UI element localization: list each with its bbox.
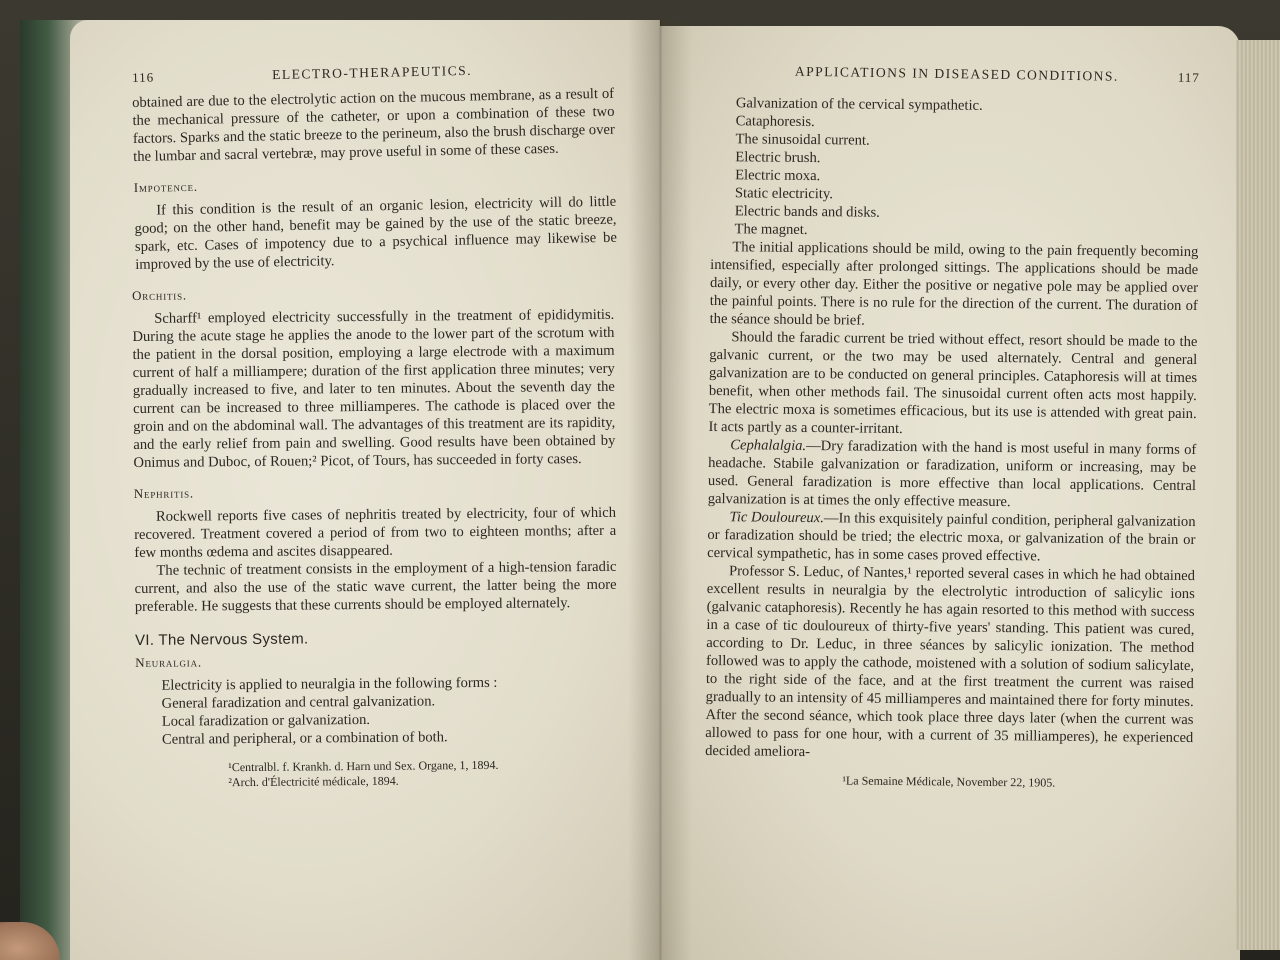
list-item: Galvanization of the cervical sympathetic. [735, 95, 983, 114]
orchitis-heading: Orchitis. [132, 287, 187, 303]
nephritis-text-1: Rockwell reports five cases of nephritis treated by electricity, four of which recovered. Treatment covered a period of from two to eighteen months; after a few months œdema and ascites disappeared. [134, 504, 617, 561]
left-page-number: 116 [132, 69, 155, 85]
neuralgia-line: General faradization and central galvanization. [161, 693, 436, 712]
list-item: The sinusoidal current. [735, 131, 870, 149]
orchitis-text: Scharff¹ employed electricity successfully in the treatment of epididymitis. During the acute stage he applies the anode to the lower part of the scrotum with the patient in the dorsal position, employing a large electrode with a maximum current of half a milliampere; duration of the first application three minutes; very gradually increased to five, and later to ten minutes. About the seventh day the current can be increased to three milliamperes. The cathode is placed over the groin and on the abdominal wall. The advantages of this treatment are its rapidity, and the early relief from pain and swelling. Good results have been obtained by Onimus and Duboc, of Rouen;² Picot, of Tours, has succeeded in forty cases. [132, 306, 616, 471]
right-running-head: APPLICATIONS IN DISEASED CONDITIONS. [794, 63, 1119, 84]
right-paragraph-1: The initial applications should be mild, owing to the pain frequently becoming intensified, especially after prolonged sittings. The applications should be made daily, or every other day. Either the positive or negative pole may be applied over the painful points. There is no rule for the direction of the current. The duration of the séance should be brief. [709, 239, 1199, 329]
list-item: The magnet. [734, 221, 808, 239]
nephritis-text-2: The technic of treatment consists in the employment of a high-tension faradic current, and also the use of the static wave current, the latter being the more preferable. He suggests that these currents should be employed alternately. [134, 558, 617, 615]
list-item: Electric moxa. [735, 167, 821, 185]
tic-paragraph [707, 508, 1196, 567]
cephalalgia-paragraph [708, 436, 1197, 513]
right-page [660, 26, 1240, 960]
neuralgia-line: Central and peripheral, or a combination of both. [161, 729, 448, 748]
list-item: Electric brush. [735, 149, 821, 167]
leduc-paragraph: Professor S. Leduc, of Nantes,¹ reported several cases in which he had obtained excellent results in neuralgia by the electrolytic introduction of salicylic ions (galvanic cataphoresis). Recently he has again resorted to this method with success in a case of tic douloureux of thirty-five years' standing. This patient was cured, according to Dr. Leduc, in three séances by salicylic ionization. The method followed was to apply the cathode, moistened with a solution of sodium salicylate, to the right side of the face, and at the first treatment the current was raised gradually to an intensity of 45 milliamperes and maintained there for forty minutes. After the second séance, which took place three days later (when the current was allowed to pass for one hour, with a current of 35 milliamperes), he experienced decided ameliora- [705, 563, 1196, 761]
cephalalgia-text: —Dry faradization with the hand is most useful in many forms of headache. Stabile galvanization or faradization, uniform or increasing, may be used. General faradization is more effective than local applications. Central galvanization is at times the only effective measure. [707, 438, 1197, 511]
left-page-header [132, 60, 614, 86]
right-page-header [712, 62, 1200, 86]
section-title: VI. The Nervous System. [135, 630, 309, 649]
impotence-text: If this condition is the result of an organic lesion, electricity will do little good; on the other hand, benefit may be gained by the use of the static breeze, spark, etc. Cases of impotency due to a psychical influence may likewise be improved by the use of electricity. [134, 193, 618, 273]
neuralgia-heading: Neuralgia. [135, 654, 202, 670]
neuralgia-line: Electricity is applied to neuralgia in the following forms : [161, 674, 498, 694]
left-page [70, 20, 660, 960]
right-paragraph-2: Should the faradic current be tried without effect, resort should be made to the galvanic current, or the two may be used alternately. Central and general galvanization are to be conducted on general principles. Cataphoresis will at times benefit, when other methods fail. The sinusoidal current often acts most happily. The electric moxa is sometimes efficacious, but its use is attended with great pain. It acts partly as a counter-irritant. [708, 329, 1198, 438]
footnote: ²Arch. d'Électricité médicale, 1894. [228, 773, 399, 790]
list-item: Cataphoresis. [735, 113, 815, 131]
left-running-head: ELECTRO-THERAPEUTICS. [272, 62, 473, 83]
methods-list [710, 94, 1199, 243]
tic-text: —In this exquisitely painful condition, peripheral galvanization or faradization should be tried; the electric moxa, or galvanization of the brain or cervical sympathetic, has in some cases proved effective. [707, 510, 1196, 565]
left-footnotes [136, 757, 618, 791]
right-page-number: 117 [1177, 69, 1200, 85]
neuralgia-line: Local faradization or galvanization. [161, 711, 371, 730]
footnote: ¹Centralbl. f. Krankh. d. Harn und Sex. Organe, 1, 1894. [228, 757, 499, 775]
neuralgia-list [135, 673, 618, 749]
list-item: Electric bands and disks. [734, 203, 880, 221]
right-footnote: ¹La Semaine Médicale, November 22, 1905. [842, 773, 1056, 790]
left-opening-paragraph: obtained are due to the electrolytic action on the mucous membrane, as a result of the mechanical pressure of the catheter, or upon a combination of these two factors. Sparks and the static breeze to the perineum, also the brush discharge over the lumbar and sacral vertebræ, may prove useful in some of these cases. [132, 85, 615, 165]
nephritis-heading: Nephritis. [133, 485, 194, 501]
cephalalgia-term: Cephalalgia. [730, 437, 807, 455]
tic-term: Tic Douloureux. [729, 509, 824, 527]
page-edges [1236, 40, 1280, 950]
impotence-heading: Impotence. [133, 178, 199, 195]
list-item: Static electricity. [734, 185, 833, 203]
